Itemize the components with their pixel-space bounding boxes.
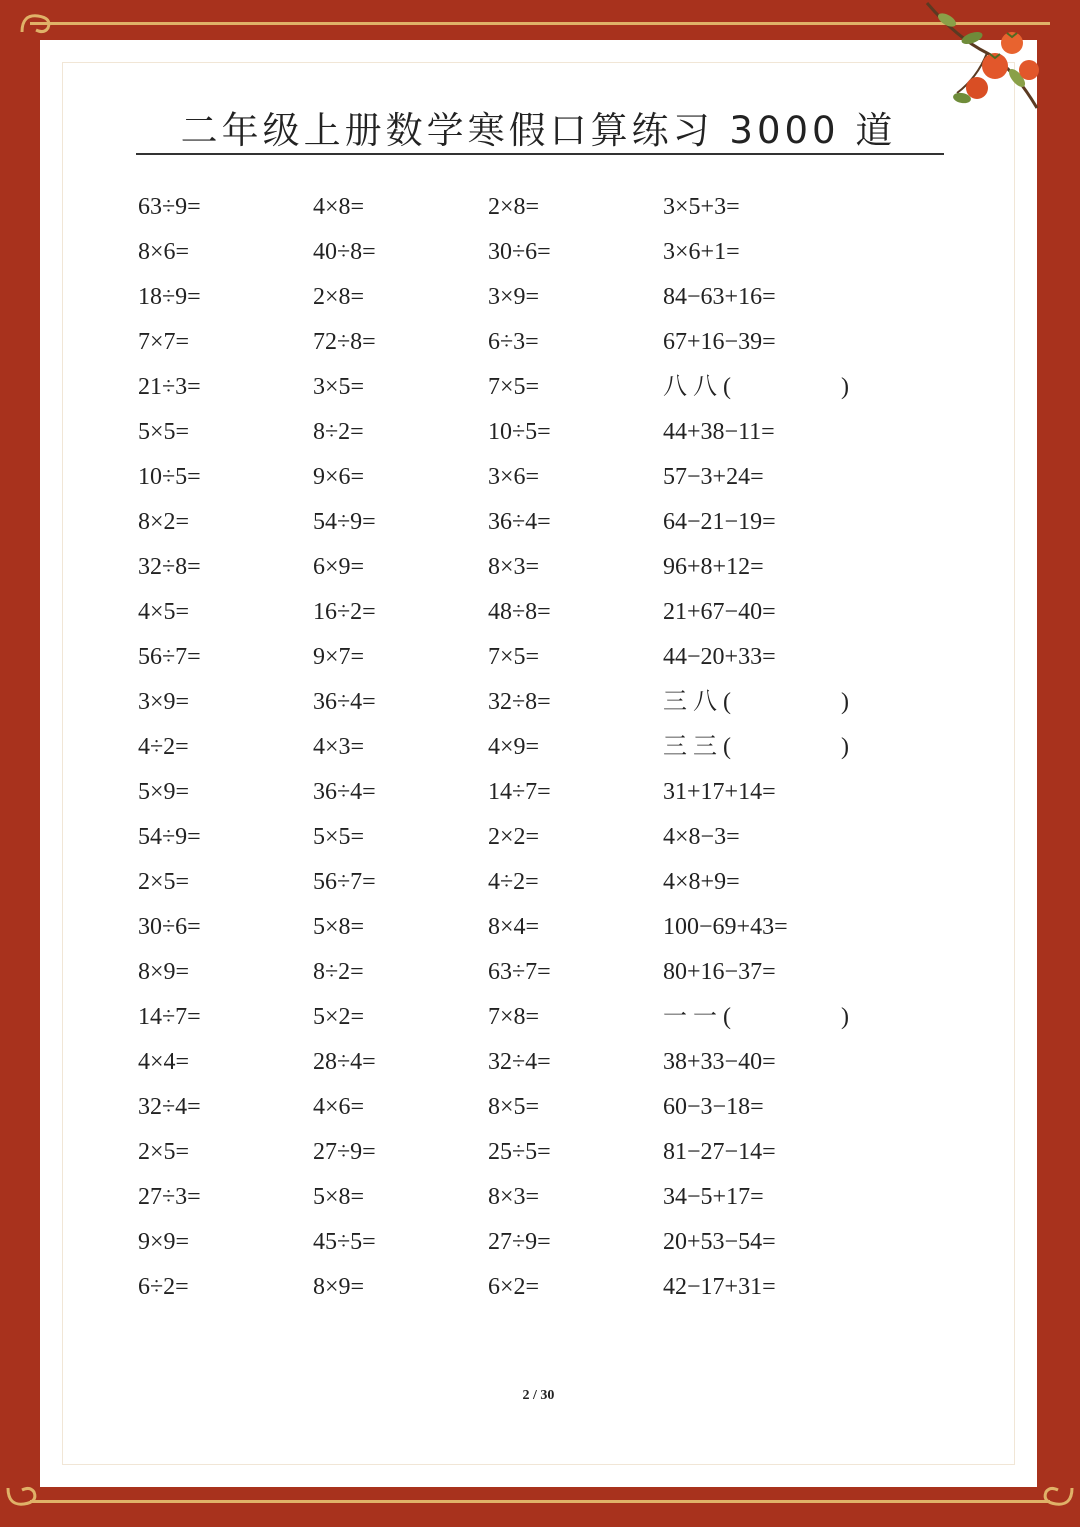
problem-text: 三 八 (	[663, 689, 731, 715]
problem-cell: 4×3=	[313, 734, 365, 760]
problem-cell: 100−69+43=	[663, 914, 788, 940]
problem-cell: 67+16−39=	[663, 329, 776, 355]
problem-cell: 4÷2=	[488, 869, 539, 895]
problem-cell: 14÷7=	[488, 779, 551, 805]
problem-cell: 2×8=	[313, 284, 365, 310]
close-paren: )	[841, 689, 849, 715]
problem-cell: 32÷8=	[488, 689, 551, 715]
problem-cell: 4×8=	[313, 194, 365, 220]
title-underline	[136, 153, 944, 155]
corner-ornament-icon	[18, 8, 64, 38]
problem-cell: 32÷8=	[138, 554, 201, 580]
problem-cell: 48÷8=	[488, 599, 551, 625]
problem-cell: 8÷2=	[313, 959, 364, 985]
close-paren: )	[841, 734, 849, 760]
close-paren: )	[841, 374, 849, 400]
problem-cell: 32÷4=	[138, 1094, 201, 1120]
problem-cell: 4×4=	[138, 1049, 190, 1075]
problem-cell: 3×6+1=	[663, 239, 740, 265]
problem-cell: 4×8+9=	[663, 869, 740, 895]
problem-cell: 5×2=	[313, 1004, 365, 1030]
problem-cell: 14÷7=	[138, 1004, 201, 1030]
problem-cell: 5×5=	[313, 824, 365, 850]
problem-cell: 6÷3=	[488, 329, 539, 355]
problem-text: 三 三 (	[663, 734, 731, 760]
problem-cell: 8×3=	[488, 554, 540, 580]
problem-cell: 56÷7=	[138, 644, 201, 670]
problem-cell: 2×5=	[138, 1139, 190, 1165]
problem-cell: 80+16−37=	[663, 959, 776, 985]
problem-cell: 25÷5=	[488, 1139, 551, 1165]
problem-cell: 4×6=	[313, 1094, 365, 1120]
problem-cell: 7×8=	[488, 1004, 540, 1030]
problem-cell: 5×8=	[313, 914, 365, 940]
problem-cell: 8×4=	[488, 914, 540, 940]
problem-cell: 63÷9=	[138, 194, 201, 220]
problem-cell: 3×9=	[488, 284, 540, 310]
fill-in-blank-cell	[663, 725, 913, 770]
problem-cell: 44+38−11=	[663, 419, 775, 445]
problem-cell: 72÷8=	[313, 329, 376, 355]
problem-cell: 20+53−54=	[663, 1229, 776, 1255]
bottom-gold-line	[30, 1500, 1050, 1503]
problem-cell: 5×9=	[138, 779, 190, 805]
problem-cell: 16÷2=	[313, 599, 376, 625]
problem-cell: 3×6=	[488, 464, 540, 490]
problem-cell: 7×5=	[488, 644, 540, 670]
problem-cell: 27÷3=	[138, 1184, 201, 1210]
problem-cell: 2×8=	[488, 194, 540, 220]
problem-cell: 8×9=	[138, 959, 190, 985]
problem-cell: 34−5+17=	[663, 1184, 764, 1210]
fill-in-blank-cell	[663, 680, 913, 725]
page-number: 2 / 30	[522, 1388, 555, 1403]
problem-cell: 40÷8=	[313, 239, 376, 265]
problem-cell: 30÷6=	[138, 914, 201, 940]
fill-in-blank-cell	[663, 365, 913, 410]
problem-cell: 45÷5=	[313, 1229, 376, 1255]
problem-cell: 30÷6=	[488, 239, 551, 265]
problem-cell: 3×5+3=	[663, 194, 740, 220]
problem-cell: 8×5=	[488, 1094, 540, 1120]
problem-cell: 54÷9=	[313, 509, 376, 535]
problem-cell: 9×6=	[313, 464, 365, 490]
problem-cell: 9×9=	[138, 1229, 190, 1255]
problem-cell: 31+17+14=	[663, 779, 776, 805]
problem-cell: 8×2=	[138, 509, 190, 535]
problem-cell: 36÷4=	[313, 779, 376, 805]
problem-cell: 4×5=	[138, 599, 190, 625]
page-title: 二年级上册数学寒假口算练习 3000 道	[180, 109, 897, 152]
problem-cell: 36÷4=	[488, 509, 551, 535]
problem-cell: 44−20+33=	[663, 644, 776, 670]
problem-text: 一 一 (	[663, 1004, 731, 1030]
problem-cell: 4÷2=	[138, 734, 189, 760]
problem-cell: 21+67−40=	[663, 599, 776, 625]
problem-cell: 27÷9=	[488, 1229, 551, 1255]
problem-cell: 4×9=	[488, 734, 540, 760]
problem-cell: 63÷7=	[488, 959, 551, 985]
problem-cell: 36÷4=	[313, 689, 376, 715]
problem-cell: 81−27−14=	[663, 1139, 776, 1165]
problem-cell: 8×3=	[488, 1184, 540, 1210]
problem-cell: 7×5=	[488, 374, 540, 400]
problem-cell: 8×9=	[313, 1274, 365, 1300]
problem-cell: 18÷9=	[138, 284, 201, 310]
problem-cell: 5×8=	[313, 1184, 365, 1210]
problem-cell: 27÷9=	[313, 1139, 376, 1165]
problem-cell: 64−21−19=	[663, 509, 776, 535]
problem-cell: 8×6=	[138, 239, 190, 265]
problem-cell: 6×9=	[313, 554, 365, 580]
close-paren: )	[841, 1004, 849, 1030]
fill-in-blank-cell	[663, 995, 913, 1040]
problem-cell: 7×7=	[138, 329, 190, 355]
problem-cell: 21÷3=	[138, 374, 201, 400]
problem-cell: 2×2=	[488, 824, 540, 850]
problem-cell: 10÷5=	[138, 464, 201, 490]
worksheet-page	[40, 40, 1037, 1487]
problem-cell: 57−3+24=	[663, 464, 764, 490]
problem-text: 八 八 (	[663, 374, 731, 400]
problem-cell: 84−63+16=	[663, 284, 776, 310]
problem-cell: 10÷5=	[488, 419, 551, 445]
problem-grid	[138, 185, 918, 1310]
problem-cell: 28÷4=	[313, 1049, 376, 1075]
problem-cell: 60−3−18=	[663, 1094, 764, 1120]
problem-cell: 4×8−3=	[663, 824, 740, 850]
problem-cell: 56÷7=	[313, 869, 376, 895]
problem-cell: 6÷2=	[138, 1274, 189, 1300]
problem-cell: 3×9=	[138, 689, 190, 715]
problem-cell: 9×7=	[313, 644, 365, 670]
problem-cell: 3×5=	[313, 374, 365, 400]
top-gold-line	[30, 22, 1050, 25]
problem-cell: 38+33−40=	[663, 1049, 776, 1075]
problem-cell: 96+8+12=	[663, 554, 764, 580]
problem-cell: 2×5=	[138, 869, 190, 895]
problem-cell: 42−17+31=	[663, 1274, 776, 1300]
problem-cell: 5×5=	[138, 419, 190, 445]
problem-cell: 8÷2=	[313, 419, 364, 445]
problem-cell: 6×2=	[488, 1274, 540, 1300]
problem-cell: 54÷9=	[138, 824, 201, 850]
problem-cell: 32÷4=	[488, 1049, 551, 1075]
